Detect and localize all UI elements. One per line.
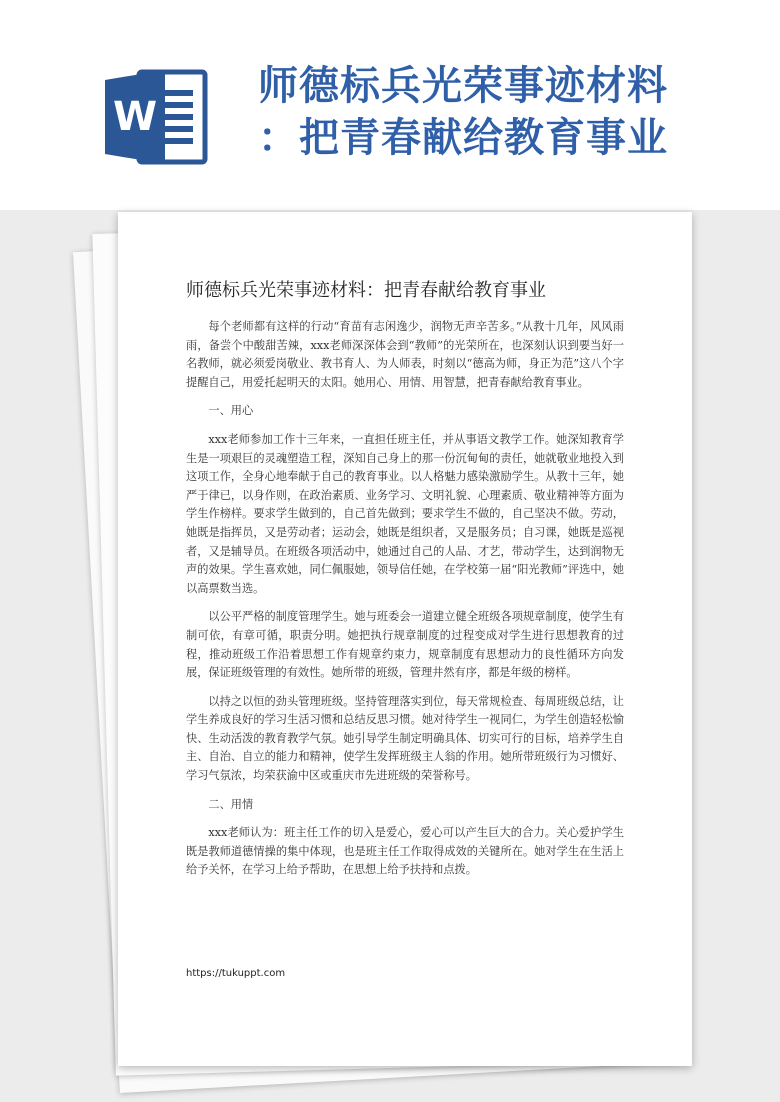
cover-banner [0, 0, 780, 210]
cover-title [258, 60, 698, 164]
section-heading: 二、用情 [208, 797, 254, 811]
cover-title-line2: ：把青春献给教育事业 [258, 115, 668, 161]
footer-url[interactable]: https://tukuppt.com [186, 968, 286, 979]
section-heading: 一、用心 [208, 404, 254, 418]
paragraph: xxx老师参加工作十三年来，一直担任班主任，并从事语文教学工作。她深知教育学生是一项艰巨的灵魂塑造工程，深知自己身上的那一份沉甸甸的责任，她就敬业地投入到这项工作，全身心地奉献于自己的教育事业。以人格魅力感染激励学生。从教十三年，她严于律已，以身作则，在政治素质、业务学习、文明礼貌、心理素质、敬业精神等方面为学生作榜样。要求学生做到的，自己首先做到；要求学生不做的，自己坚决不做。劳动，她既是指挥员，又是劳动者；运动会，她既是组织者，又是服务员；自习课，她既是巡视者，又是辅导员。在班级各项活动中，她通过自己的人品、才艺，带动学生，达到润物无声的效果。学生喜欢她，同仁佩服她，领导信任她，在学校第一届“阳光教师”评选中，她以高票数当选。 [186, 432, 624, 595]
document-title: 师德标兵光荣事迹材料：把青春献给教育事业 [186, 280, 546, 301]
document-body [186, 318, 624, 890]
paragraph: 每个老师都有这样的行动“育苗有志闲逸少，润物无声辛苦多。”从教十几年，风风雨雨，备尝个中酸甜苦辣，xxx老师深深体会到“教师”的光荣所在，也深刻认识到要当好一名教师，就必须爱岗敬业、教书育人、为人师表，时刻以“德高为师，身正为范”这八个字提醒自己，用爱托起明天的太阳。她用心、用情、用智慧，把青春献给教育事业。 [186, 320, 624, 389]
word-document-icon [105, 68, 209, 166]
document-page [118, 212, 692, 1066]
paragraph: 以持之以恒的劲头管理班级。坚持管理落实到位，每天常规检查、每周班级总结，让学生养成良好的学习生活习惯和总结反思习惯。她对待学生一视同仁，为学生创造轻松愉快、生动活泼的教育教学气氛。她引导学生制定明确具体、切实可行的目标，培养学生自主、自治、自立的能力和精神，使学生发挥班级主人翁的作用。她所带班级行为习惯好、学习气氛浓，均荣获渝中区或重庆市先进班级的荣誉称号。 [186, 694, 624, 783]
cover-title-line1: 师德标兵光荣事迹材料 [258, 63, 668, 109]
word-icon-letter: W [112, 94, 158, 140]
paragraph: xxx老师认为：班主任工作的切入是爱心，爱心可以产生巨大的合力。关心爱护学生既是教师道德情操的集中体现，也是班主任工作取得成效的关键所在。她对学生在生活上给予关怀，在学习上给予帮助，在思想上给予扶持和点拨。 [186, 826, 624, 877]
paragraph: 以公平严格的制度管理学生。她与班委会一道建立健全班级各项规章制度，使学生有制可依，有章可循，职责分明。她把执行规章制度的过程变成对学生进行思想教育的过程，推动班级工作沿着思想工作有规章约束力，规章制度有思想动力的良性循环方向发展，保证班级管理的有效性。她所带的班级，管理井然有序，都是年级的榜样。 [186, 610, 624, 680]
